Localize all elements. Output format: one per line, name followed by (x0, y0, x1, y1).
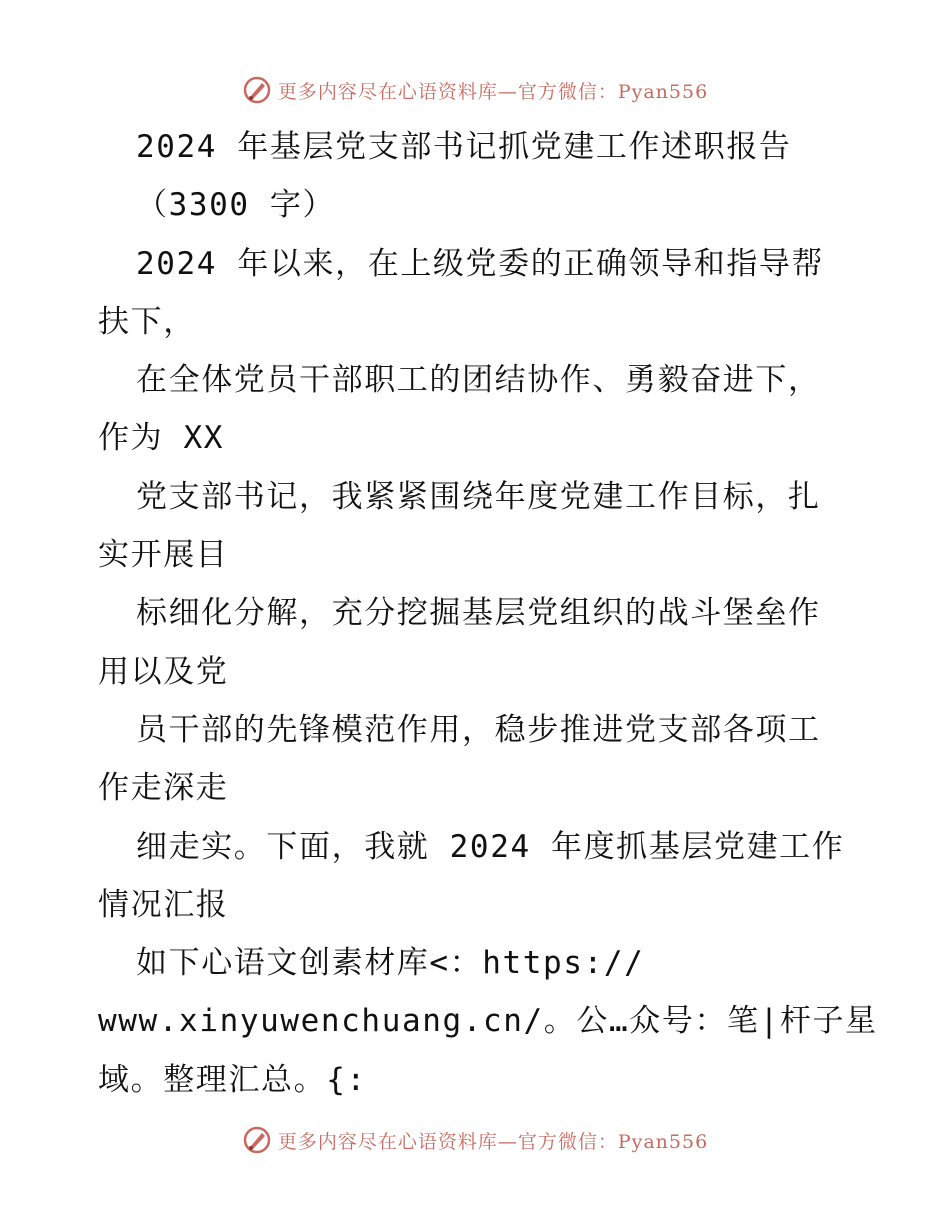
doc-line: 在全体党员干部职工的团结协作、勇毅奋进下， (136, 362, 821, 399)
doc-line: www.xinyuwenchuang.cn/。公…众号：笔|杆子星 (98, 1003, 878, 1040)
doc-line: 员干部的先锋模范作用，稳步推进党支部各项工 (136, 711, 821, 748)
doc-line: 标细化分解，充分挖掘基层党组织的战斗堡垒作 (136, 595, 821, 632)
watermark-text (278, 77, 708, 104)
watermark-dash: — (497, 1130, 518, 1153)
doc-line: 作走深走 (98, 770, 229, 807)
watermark-text (278, 1127, 708, 1154)
watermark-wechat: 官方微信：Pyan556 (517, 1130, 709, 1153)
watermark-wechat: 官方微信：Pyan556 (517, 80, 709, 103)
pen-logo-icon (242, 75, 272, 105)
doc-subtitle: （3300 字） (136, 187, 336, 224)
watermark-main: 更多内容尽在心语资料库 (277, 80, 498, 103)
document-body (98, 118, 878, 1109)
doc-line: 党支部书记，我紧紧围绕年度党建工作目标，扎 (136, 478, 821, 515)
watermark-main: 更多内容尽在心语资料库 (277, 1130, 498, 1153)
doc-line: 如下心语文创素材库<：https:// (136, 945, 645, 982)
doc-line: 扶下， (98, 303, 196, 340)
doc-line: 域。整理汇总。{: (98, 1061, 367, 1098)
pen-logo-icon (242, 1125, 272, 1155)
header-watermark-banner (0, 70, 950, 110)
doc-line: 细走实。下面，我就 2024 年度抓基层党建工作 (136, 828, 845, 865)
doc-line: 情况汇报 (98, 886, 229, 923)
watermark-dash: — (497, 80, 518, 103)
doc-title: 2024 年基层党支部书记抓党建工作述职报告 (136, 129, 792, 165)
footer-watermark-banner (0, 1120, 950, 1160)
doc-line: 2024 年以来，在上级党委的正确领导和指导帮 (136, 245, 825, 282)
doc-line: 作为 XX (98, 420, 224, 457)
doc-line: 实开展目 (98, 537, 229, 574)
doc-line: 用以及党 (98, 653, 229, 690)
